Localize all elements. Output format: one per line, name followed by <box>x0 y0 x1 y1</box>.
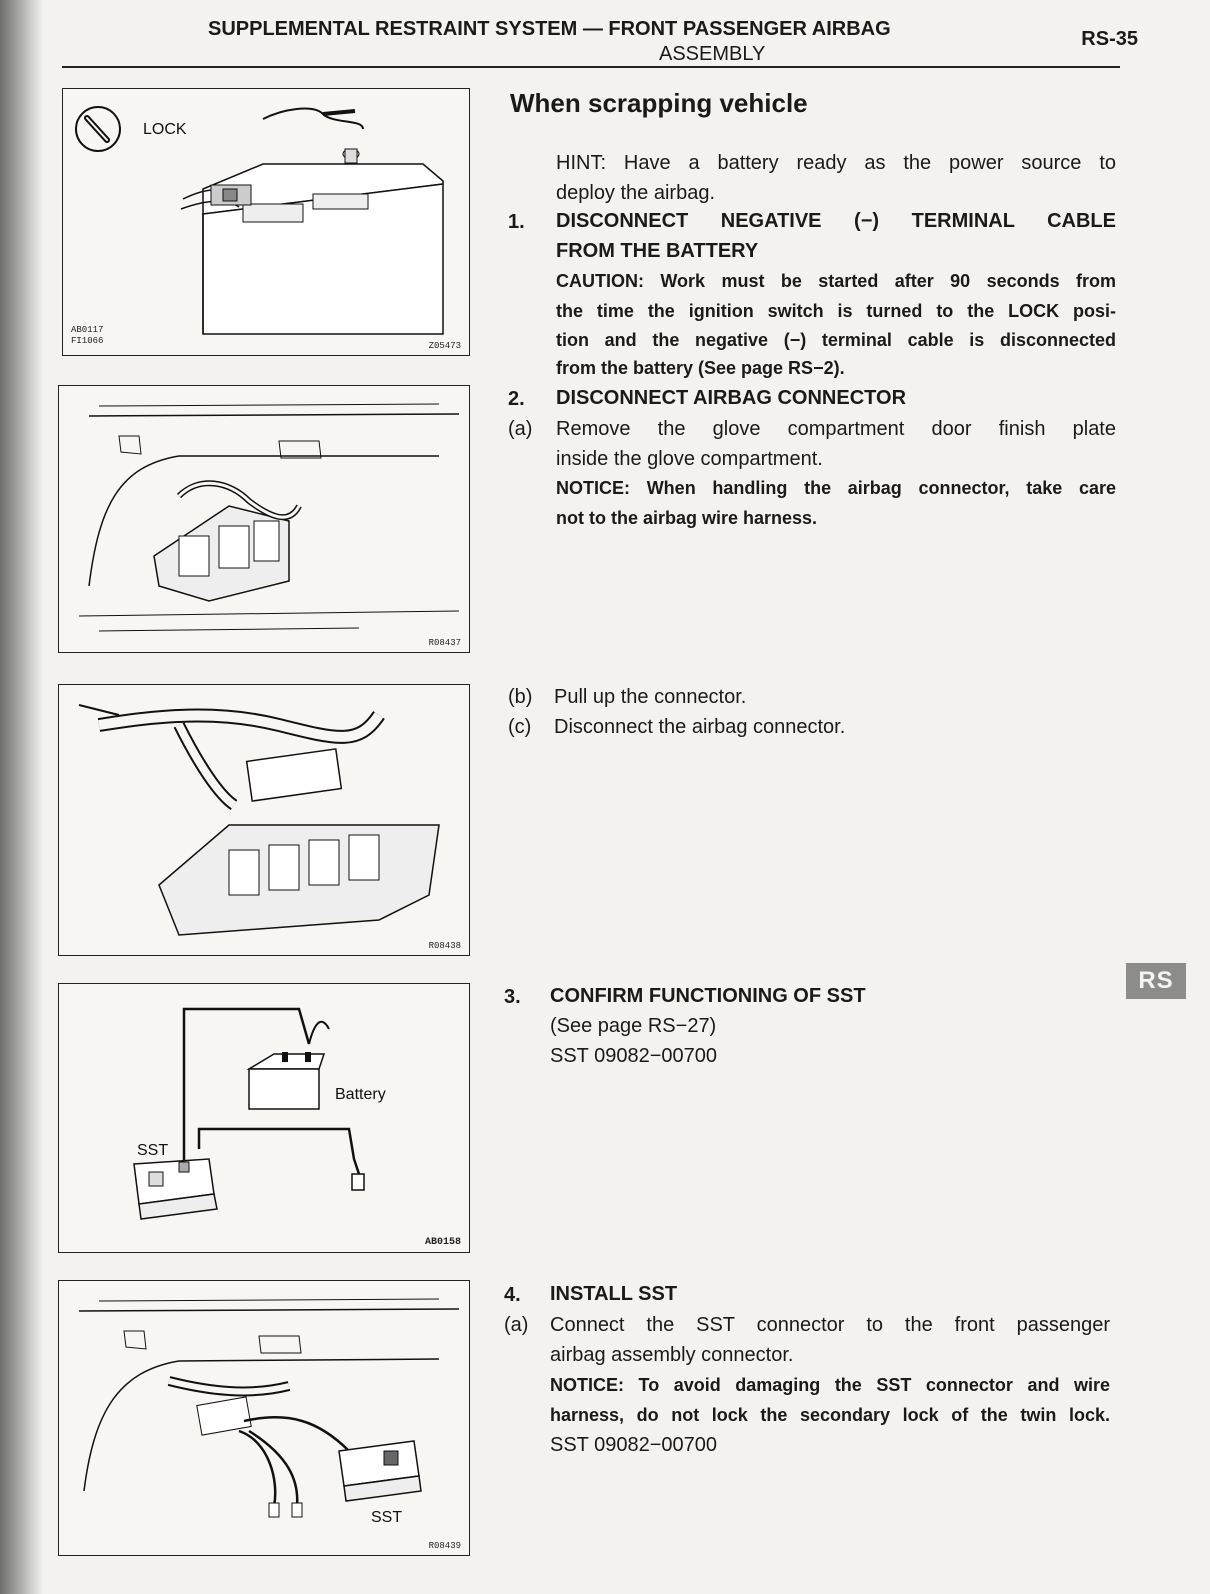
notice-4-line-1: NOTICE: To avoid damaging the SST connector and wire <box>550 1375 1110 1395</box>
step-2c-text: Disconnect the airbag connector. <box>554 716 846 738</box>
figure-code: R08439 <box>428 1541 461 1551</box>
step-2c-label: (c) <box>508 716 532 738</box>
step-2a-label: (a) <box>508 418 533 440</box>
step-1-heading-line-2: FROM THE BATTERY <box>556 240 759 262</box>
lock-label: LOCK <box>143 121 187 138</box>
step-2-number: 2. <box>508 388 525 410</box>
caution-line-2: the time the ignition switch is turned to the LOCK posi- <box>556 301 1116 321</box>
step-2-heading: DISCONNECT AIRBAG CONNECTOR <box>556 387 907 409</box>
step-2a-line-1: Remove the glove compartment door finish plate <box>556 418 1116 440</box>
sst-label: SST <box>137 1142 169 1159</box>
caution-line-4: from the battery (See page RS−2). <box>556 358 845 378</box>
step-1-heading-line-1: DISCONNECT NEGATIVE (−) TERMINAL CABLE <box>556 210 1116 232</box>
step-2a-line-2: inside the glove compartment. <box>556 448 823 470</box>
section-tab-rs: RS <box>1126 963 1186 999</box>
sst-label: SST <box>371 1509 403 1526</box>
notice-2-line-2: not to the airbag wire harness. <box>556 508 818 528</box>
step-3-reference: (See page RS−27) <box>550 1015 717 1037</box>
figure-code: R08437 <box>428 638 461 648</box>
step-1-number: 1. <box>508 211 525 233</box>
step-4-sst-number: SST 09082−00700 <box>550 1434 718 1456</box>
step-4a-line-1: Connect the SST connector to the front passenger <box>550 1314 1110 1336</box>
notice-4-line-2: harness, do not lock the secondary lock of the twin lock. <box>550 1405 1110 1425</box>
figure-airbag-connector <box>58 684 470 956</box>
notice-2-line-1: NOTICE: When handling the airbag connector, take care <box>556 478 1116 498</box>
figure-install-sst <box>58 1280 470 1556</box>
figure-code-a: AB0117 <box>71 325 104 335</box>
step-3-heading: CONFIRM FUNCTIONING OF SST <box>550 985 866 1007</box>
page-header <box>208 14 1138 68</box>
figure-glove-compartment <box>58 385 470 653</box>
battery-illustration <box>63 89 469 355</box>
hint-line-2: deploy the airbag. <box>556 182 716 204</box>
glove-compartment-illustration <box>59 386 469 652</box>
sst-battery-illustration <box>59 984 469 1252</box>
step-2b-label: (b) <box>508 686 533 708</box>
step-4-heading: INSTALL SST <box>550 1283 678 1305</box>
hint-line-1: HINT: Have a battery ready as the power source to <box>556 152 1116 174</box>
install-sst-illustration <box>59 1281 469 1555</box>
figure-battery-disconnect <box>62 88 470 356</box>
figure-code: AB0158 <box>424 1237 461 1248</box>
figure-sst-check <box>58 983 470 1253</box>
step-3-number: 3. <box>504 986 521 1008</box>
section-title: When scrapping vehicle <box>510 88 808 118</box>
step-4a-line-2: airbag assembly connector. <box>550 1344 794 1366</box>
battery-label: Battery <box>335 1086 386 1103</box>
book-binding-shadow <box>0 0 42 1594</box>
figure-code-b: FI1066 <box>71 336 104 346</box>
caution-line-1: CAUTION: Work must be started after 90 seconds from <box>556 271 1116 291</box>
step-2b-text: Pull up the connector. <box>554 686 747 708</box>
page-number: RS-35 <box>1081 28 1138 50</box>
header-title: SUPPLEMENTAL RESTRAINT SYSTEM — FRONT PASSENGER AIRBAG <box>208 18 891 40</box>
header-title-line2: ASSEMBLY <box>659 43 766 65</box>
caution-line-3: tion and the negative (−) terminal cable is disconnected <box>556 330 1116 350</box>
step-3-sst-number: SST 09082−00700 <box>550 1045 718 1067</box>
step-4-number: 4. <box>504 1284 521 1306</box>
figure-code: R08438 <box>428 941 461 951</box>
figure-code-c: Z05473 <box>428 341 461 351</box>
airbag-connector-illustration <box>59 685 469 955</box>
header-rule <box>62 66 1120 68</box>
step-4a-label: (a) <box>504 1314 529 1336</box>
